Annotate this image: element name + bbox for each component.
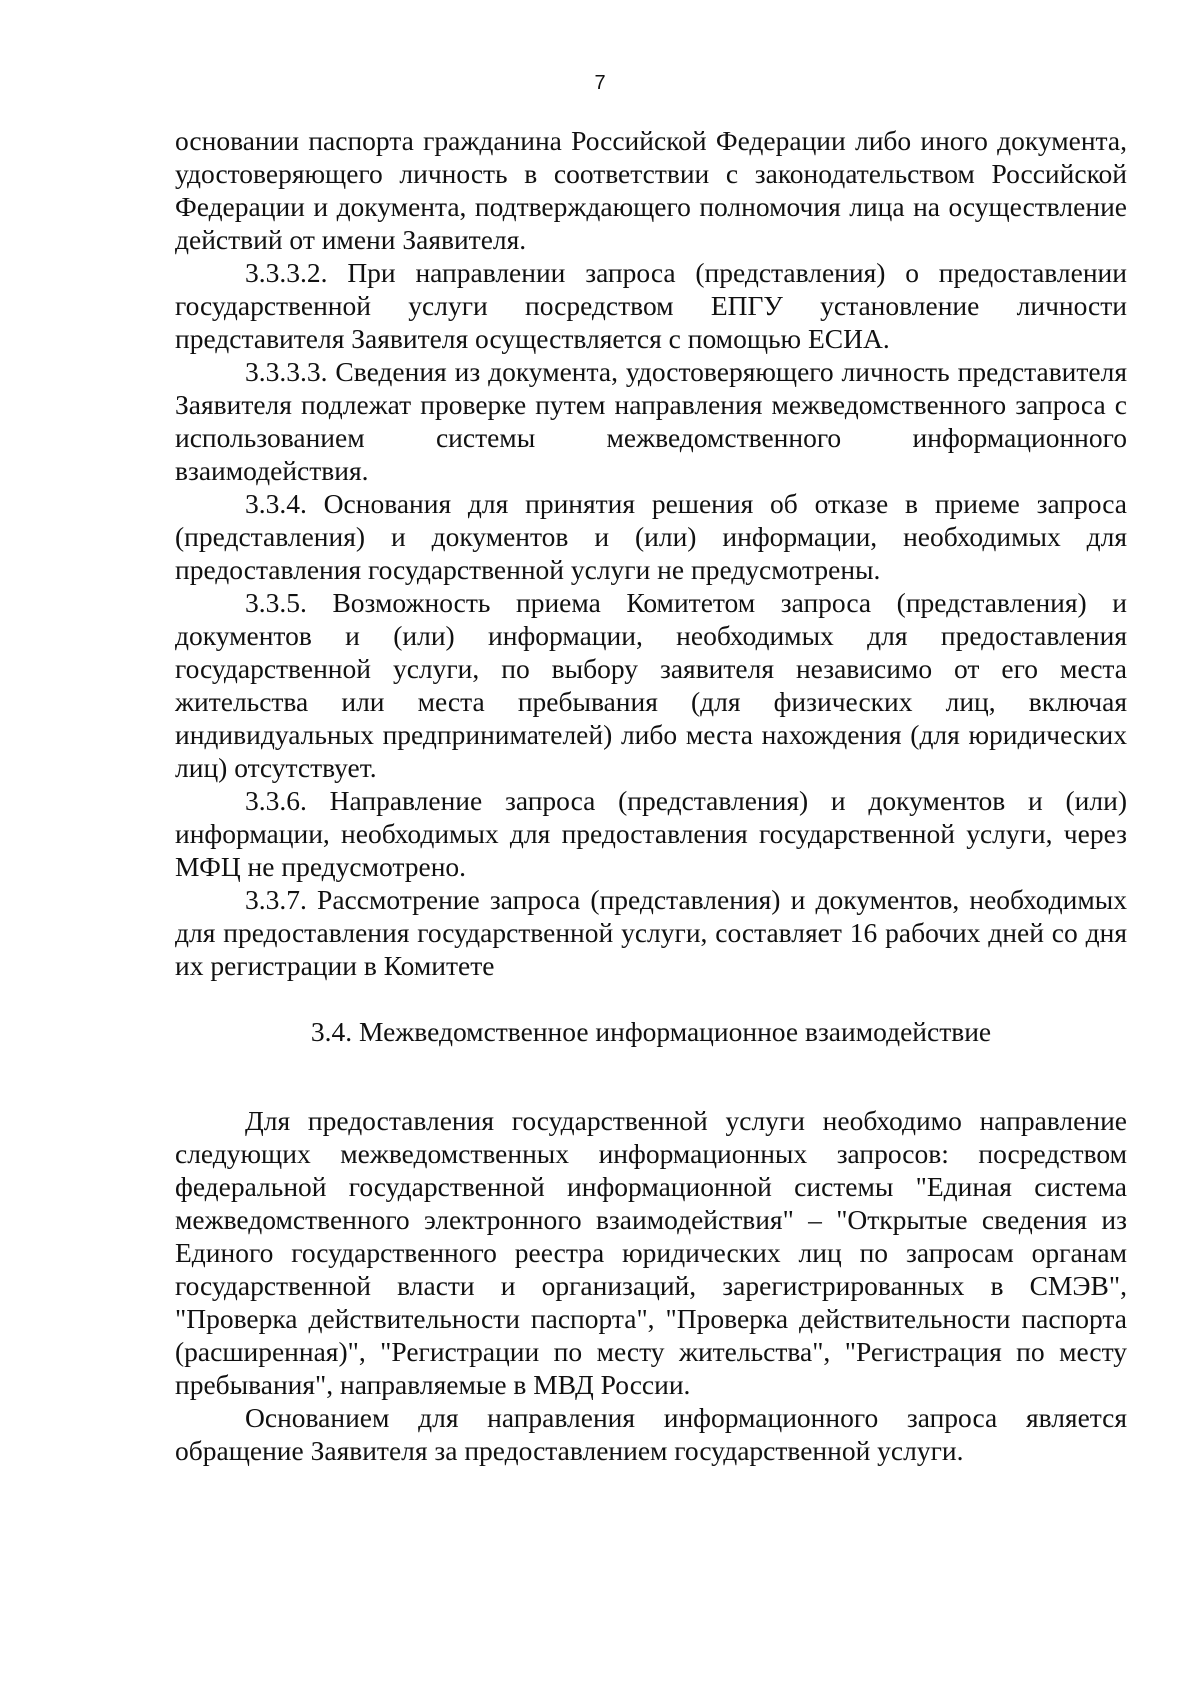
paragraph-3-3-3-2: 3.3.3.2. При направлении запроса (представления) о предоставлении государственной услуги посредством ЕПГУ установление личности представителя Заявителя осуществляется с помощью ЕСИА. — [175, 257, 1127, 354]
paragraph-3-3-7: 3.3.7. Рассмотрение запроса (представления) и документов, необходимых для предоставления государственной услуги, составляет 16 рабочих дней со дня их регистрации в Комитете — [175, 884, 1127, 981]
paragraph-interagency-requests: Для предоставления государственной услуги необходимо направление следующих межведомственных информационных запросов: посредством федеральной государственной информационной системы "Единая система межведомственного электронного взаимодействия" – "Открытые сведения из Единого государственного реестра юридических лиц по запросам органам государственной власти и организаций, зарегистрированных в СМЭВ", "Проверка действительности паспорта", "Проверка действительности паспорта (расширенная)", "Регистрации по месту жительства", "Регистрация по месту пребывания", направляемые в МВД России. — [175, 1105, 1127, 1400]
paragraph-3-3-3-3: 3.3.3.3. Сведения из документа, удостоверяющего личность представителя Заявителя подлежат проверке путем направления межведомственного запроса с использованием системы межведомственного информационного взаимодействия. — [175, 356, 1127, 486]
paragraph-3-3-6: 3.3.6. Направление запроса (представления) и документов и (или) информации, необходимых для предоставления государственной услуги, через МФЦ не предусмотрено. — [175, 785, 1127, 882]
paragraph-3-3-5: 3.3.5. Возможность приема Комитетом запроса (представления) и документов и (или) информации, необходимых для предоставления государственной услуги, по выбору заявителя независимо от его места жительства или места пребывания (для физических лиц, включая индивидуальных предпринимателей) либо места нахождения (для юридических лиц) отсутствует. — [175, 587, 1127, 783]
page-number: 7 — [594, 72, 606, 94]
paragraph-request-basis: Основанием для направления информационного запроса является обращение Заявителя за предоставлением государственной услуги. — [175, 1402, 1127, 1466]
paragraph-continuation: основании паспорта гражданина Российской Федерации либо иного документа, удостоверяющего личность в соответствии с законодательством Российской Федерации и документа, подтверждающего полномочия лица на осуществление действий от имени Заявителя. — [175, 125, 1127, 255]
section-heading-3-4: 3.4. Межведомственное информационное взаимодействие — [310, 1016, 992, 1047]
paragraph-3-3-4: 3.3.4. Основания для принятия решения об отказе в приеме запроса (представления) и документов и (или) информации, необходимых для предоставления государственной услуги не предусмотрены. — [175, 488, 1127, 585]
document-body — [175, 124, 1127, 1467]
